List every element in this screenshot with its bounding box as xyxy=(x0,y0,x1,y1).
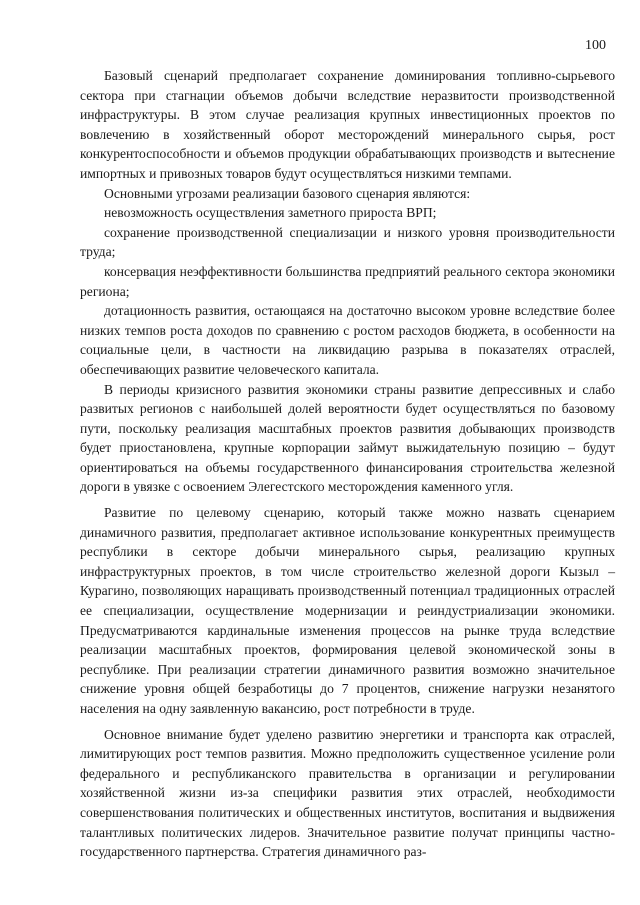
body-text xyxy=(80,66,615,862)
paragraph-threat-subsidy: дотационность развития, остающаяся на достаточно высоком уровне вследствие более низких темпов роста доходов по сравнению с ростом расходов бюджета, в особенности на социальные цели, в частности на ликвидацию разрыва в показателях отраслей, обеспечивающих развитие человеческого капитала. xyxy=(80,303,615,377)
paragraph-threat-inefficiency: консервация неэффективности большинства предприятий реального сектора экономики региона; xyxy=(80,263,615,299)
paragraph-baseline-scenario: Базовый сценарий предполагает сохранение доминирования топливно-сырьевого сектора при стагнации объемов добычи вследствие неразвитости производственной инфраструктуры. В этом случае реализация крупных инвестиционных проектов по вовлечению в хозяйственный оборот месторождений минерального сырья, рост конкурентоспособности и объемов продукции обрабатывающих производств и вытеснение импортных и привозных товаров будут осуществляться низкими темпами. xyxy=(80,68,615,181)
paragraph-threat-specialization: сохранение производственной специализации и низкого уровня производительности труда; xyxy=(80,224,615,260)
page-number: 100 xyxy=(585,38,606,53)
paragraph-threat-grp: невозможность осуществления заметного прироста ВРП; xyxy=(104,205,437,221)
paragraph-target-scenario: Развитие по целевому сценарию, который также можно назвать сценарием динамичного развития, предполагает активное использование конкурентных преимуществ республики в секторе добычи минерального сырья, реализацию крупных инфраструктурных проектов, в том числе строительство железной дороги Кызыл – Курагино, позволяющих наращивать производственный потенциал традиционных отраслей ее специализации, осуществление модернизации и реиндустриализации экономики. Предусматриваются кардинальные изменения процессов на рынке труда вследствие реализации масштабных проектов, формирования целевой экономической зоны в республике. При реализации стратегии динамичного развития возможно значительное снижение уровня общей безработицы до 7 процентов, снижение нагрузки незанятого населения на одну заявленную вакансию, рост потребности в труде. xyxy=(80,505,615,716)
paragraph-threats-intro: Основными угрозами реализации базового сценария являются: xyxy=(104,185,471,201)
paragraph-crisis-periods: В периоды кризисного развития экономики страны развитие депрессивных и слабо развитых регионов с наибольшей долей вероятности будет осуществляться по базовому пути, поскольку реализация масштабных проектов развития добывающих производств будет приостановлена, крупные корпорации займут выжидательную позицию – будут ориентироваться на объемы государственного финансирования строительства железной дороги в увязке с освоением Элегестского месторождения каменного угля. xyxy=(80,381,615,495)
paragraph-energy-transport: Основное внимание будет уделено развитию энергетики и транспорта как отраслей, лимитирующих рост темпов развития. Можно предположить существенное усиление роли федерального и республиканского правительства в организации и регулировании хозяйственной жизни из-за специфики развития этих отраслей, необходимости совершенствования политических и общественных институтов, воспитания и выдвижения талантливых политических лидеров. Значительное развитие получат принципы частно-государственного партнерства. Стратегия динамичного раз- xyxy=(80,726,615,860)
